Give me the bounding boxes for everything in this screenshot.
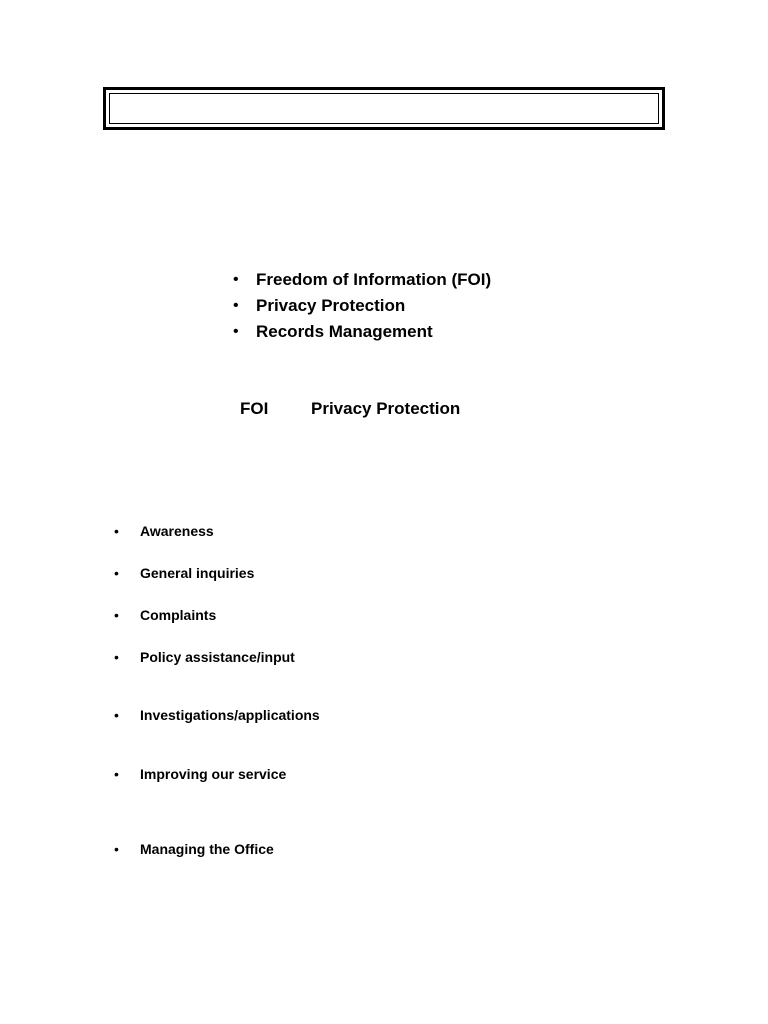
activity-item (114, 521, 214, 541)
topic-item (230, 319, 491, 345)
activity-label: Managing the Office (140, 841, 274, 857)
bullet-icon: • (233, 323, 239, 340)
subheading-privacy: Privacy Protection (311, 399, 461, 418)
topic-item (230, 293, 491, 319)
activity-label: General inquiries (140, 565, 255, 581)
title-box-inner-border (109, 93, 659, 124)
activity-item (114, 764, 286, 784)
topic-item (230, 267, 491, 293)
bullet-icon: • (114, 607, 119, 623)
topic-label: Privacy Protection (256, 296, 406, 315)
activity-label: Investigations/applications (140, 707, 320, 723)
topic-label: Freedom of Information (FOI) (256, 270, 492, 289)
bullet-icon: • (114, 841, 119, 857)
bullet-icon: • (114, 565, 119, 581)
bullet-icon: • (233, 271, 239, 288)
activity-label: Awareness (140, 523, 214, 539)
activity-item (114, 647, 295, 667)
subheading-foi: FOI (240, 399, 269, 418)
bullet-icon: • (114, 766, 119, 782)
title-box (103, 87, 665, 130)
bullet-icon: • (114, 523, 119, 539)
bullet-icon: • (114, 649, 119, 665)
activity-item (114, 839, 274, 859)
activity-item (114, 563, 254, 583)
topic-list (230, 267, 491, 345)
activity-label: Policy assistance/input (140, 649, 295, 665)
activity-label: Complaints (140, 607, 217, 623)
topic-label: Records Management (256, 322, 433, 341)
activity-item (114, 705, 320, 725)
bullet-icon: • (114, 707, 119, 723)
activity-item (114, 605, 216, 625)
bullet-icon: • (233, 297, 239, 314)
activity-label: Improving our service (140, 766, 287, 782)
